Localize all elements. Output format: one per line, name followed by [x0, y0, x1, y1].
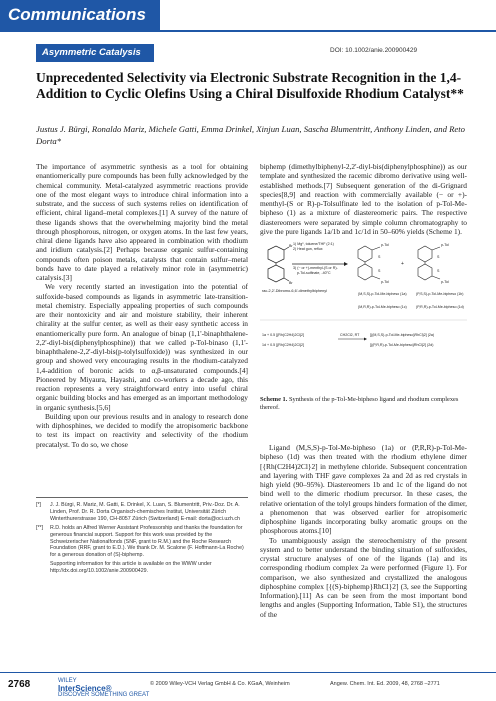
- footnote-text: R.D. holds an Alfred Werner Assistant Professorship and thanks the foundation for generous financial support. Support for this work was provided by the Schweizerischer Nationalfonds (SNF, grant to R.M.) and the Roche Research Foundation (RRF, grant to E.D.). We thank Dr. M. Scalone (F. Hoffmann-La Roche) for a generous donation of (S)-biphemp.: [50, 524, 244, 559]
- header-rule: [0, 30, 496, 32]
- scheme-figure: [260, 238, 467, 394]
- right-column-bottom: [260, 443, 467, 619]
- step-4: p-Tol-sulfinate, -40°C: [297, 271, 331, 275]
- complex-2d: [{(P,R,R)-p-Tol-Me-bipheso}RhCl}2] (2d): [370, 343, 434, 347]
- product-structure-a: [358, 246, 380, 280]
- footer-rule: [0, 672, 496, 673]
- br-label: Br: [289, 281, 293, 285]
- section-title: Communications: [0, 0, 160, 30]
- footnote-text[interactable]: Supporting information for this article is available on the WWW under http://dx.doi.org/10.1002/anie.200900429.: [50, 561, 212, 575]
- footnotes: [36, 502, 248, 577]
- publisher-small: WILEY: [58, 678, 77, 684]
- step-1: 1) Mg⁰, toluene/THF (2:1): [293, 242, 334, 246]
- doi-label[interactable]: DOI: 10.1002/anie.200900429: [330, 47, 418, 54]
- step-2: 2) Heat gun, reflux: [293, 247, 323, 251]
- product-label-1c: (M,R,R)-p-Tol-Me-bipheso (1c): [358, 305, 407, 309]
- paragraph: Ligand (M,S,S)-p-Tol-Me-bipheso (1a) or (P,R,R)-p-Tol-Me-bipheso (1d) was then treated with the rhodium ethylene dimer [{Rh(C2H4)2Cl}2] in methylene chloride. Subsequent concentration and layering with THF gave complexes 2a and 2d as red crystals in high yield (90–95%). Diastereomers 1b and 1c of the ligand do not bind well to the dimeric rhodium precursor. In these cases, the relative orientation of the tolyl groups hinders formation of the dimer, a phenomenon that was observed earlier for atropisomeric diphosphine ligands incorporating bulky aromatic groups on the phosphorous atoms.[10]: [260, 443, 467, 536]
- reaction-row-1d: 1d + 0.5 [{Rh(C2H4)2Cl}2]: [262, 343, 305, 347]
- br-label: Br: [289, 244, 293, 248]
- ptol-label: p-Tol: [441, 280, 449, 284]
- author-list: Justus J. Bürgi, Ronaldo Mariz, Michele Gatti, Emma Drinkel, Xinjun Luan, Sascha Blumentritt, Anthony Linden, and Reto Dorta*: [36, 124, 466, 146]
- footnote-rule: [36, 497, 248, 498]
- left-column: [36, 162, 248, 449]
- journal-citation: Angew. Chem. Int. Ed. 2009, 48, 2768 –2771: [330, 681, 440, 687]
- right-column-top: [260, 162, 467, 236]
- product-structure-b: [418, 246, 440, 280]
- paragraph: To unambiguously assign the stereochemistry of the present system and to better understand the binding situation of sulfoxides, crystal structure analyses of one of the ligands (1a) and its corresponding rhodium complex 2a were performed (Figure 1). For comparison, we also synthesized and crystallized the analogous diphosphine complex [{(S)-biphemp}RhCl}2] (3, see the Supporting Information).[11] As can be seen from the most important bond lengths and angles (Supporting Information, Table S1), the structures of the: [260, 535, 467, 619]
- caption-label: Scheme 1.: [260, 396, 288, 403]
- product-label-1b: (P,S,S)-p-Tol-Me-bipheso (1b): [416, 292, 464, 296]
- reaction-row-1a: 1a + 0.5 [{Rh(C2H4)2Cl}2]: [262, 333, 305, 337]
- caption-text: Synthesis of the p-Tol-Me-bipheso ligand and rhodium complexes thereof.: [260, 396, 459, 411]
- sulfur-label: S: [437, 255, 440, 259]
- paragraph: The importance of asymmetric synthesis as a tool for obtaining enantiomerically pure compounds has been fully acknowledged by the chemical community. Metal-catalyzed asymmetric reactions provide one of the most elegant ways to introduce chiral information into a substrate, and the success of such systems relies on identification of efficient, chiral ligand–metal complexes.[1] A survey of the nature of these ligands shows that the overwhelming majority bind the metal through phosphorous, nitrogen, or oxygen atoms. In the last few years, chiral diene ligands have also appeared in combination with rhodium and iridium catalysis.[2] Perhaps because organic sulfur-containing compounds often poison metals, catalysts that contain sulfur–metal bonds have to date played a relatively minor role in (asymmetric) catalysis.[3]: [36, 162, 248, 282]
- publisher-tagline: DISCOVER SOMETHING GREAT: [58, 692, 150, 698]
- plus-sign: +: [401, 261, 404, 267]
- footnote-mark: [*]: [36, 502, 42, 508]
- arrow-head: [364, 338, 367, 341]
- footnote-text: J. J. Bürgi, R. Mariz, M. Gatti, E. Drinkel, X. Luan, S. Blumentritt, Priv.-Doz. Dr. A. Linden, Prof. Dr. R. Dorta Organisch-chemisches Institut, Universität Zürich Winterthurerstrasse 190, CH-8057 Zürich (Switzerland) E-mail: dorta@oci.uzh.ch: [50, 502, 240, 522]
- sulfur-label: S: [378, 255, 381, 259]
- sulfur-label: S: [378, 269, 381, 273]
- paragraph: Building upon our previous results and in analogy to research done with diphosphines, we decided to modify the atropisomeric backbone to test its impact on reactivity and selectivity of the rhodium precatalyst. To do so, we chose: [36, 411, 248, 449]
- footnote: [36, 502, 248, 523]
- sulfur-label: S: [437, 269, 440, 273]
- footnote-mark: [**]: [36, 524, 44, 531]
- category-label: Asymmetric Catalysis: [36, 44, 154, 62]
- ptol-label: p-Tol: [381, 243, 389, 247]
- ptol-label: p-Tol: [381, 280, 389, 284]
- footnote-mark: [36, 561, 50, 575]
- complex-2a: [{(M,S,S)-p-Tol-Me-bipheso}RhCl}2] (2a): [370, 333, 435, 337]
- footnote: [36, 561, 248, 575]
- start-label: rac-2,2'-Dibromo-6,6'-dimethylbiphenyl: [262, 289, 327, 293]
- article-title: Unprecedented Selectivity via Electronic Substrate Recognition in the 1,4-Addition to Cyclic Olefins Using a Chiral Disulfoxide Rhodium Catalyst**: [36, 70, 464, 101]
- publisher-logo: [58, 678, 149, 699]
- arrow-head: [344, 262, 348, 266]
- page-number: 2768: [8, 679, 31, 690]
- footnote: [36, 525, 248, 560]
- publisher-name: InterScience®: [58, 684, 112, 693]
- step-3: 3) (− or +)-menthyl-(S or R)-: [293, 266, 338, 270]
- ptol-label: p-Tol: [441, 243, 449, 247]
- dibromo-biphenyl-structure: [268, 246, 289, 282]
- paragraph: We very recently started an investigation into the potential of sulfoxide-based compounds as ligands in asymmetric late-transition-metal chemistry. Especially appealing properties of such compounds are their nontoxicity and air and moisture stability, their inherent chirality at the sulfur center, as well as their easy synthetic access in enantiomerically pure form. An analogue of binap (1,1'-binaphthalene-2,2'-diyl-bis(diphenylphosphine)) that we called p-Tol-binaso (1,1'-binaphthalene-2,2'-diyl-bis(p-tolylsulfoxide)) was synthesized in our group and showed very encouraging results in the rhodium-catalyzed 1,4-addition of boronic acids to α,β-unsaturated compounds.[4] Pioneered by Miyaura, Hayashi, and co-workers a decade ago, this reaction represents a very straightforward entry into useful chiral organic building blocks and has emerged as an important methodology in organic synthesis.[5,6]: [36, 282, 248, 412]
- product-label-1d: (P,R,R)-p-Tol-Me-bipheso (1d): [416, 305, 464, 309]
- copyright: © 2009 Wiley-VCH Verlag GmbH & Co. KGaA, Weinheim: [150, 681, 290, 687]
- paragraph: biphemp (dimethylbiphenyl-2,2'-diyl-bis(diphenylphosphine)) as our template and synthesized the racemic dibromo derivative using well-established methods.[7] Subsequent generation of the di-Grignard species[8,9] and reaction with commercially available (− or +)-menthyl-(S or R)-p-Tolsulfinate led to the isolation of p-Tol-Me-bipheso (1) as a mixture of diastereomeric pairs. The respective diastereomers were separated by simple column chromatography to give the pure ligands 1a/1b and 1c/1d in 50–60% yields (Scheme 1).: [260, 162, 467, 236]
- complex-conditions: CH2Cl2, RT: [340, 333, 360, 337]
- product-label-1a: (M,S,S)-p-Tol-Me-bipheso (1a): [358, 292, 407, 296]
- scheme-caption: [260, 396, 467, 412]
